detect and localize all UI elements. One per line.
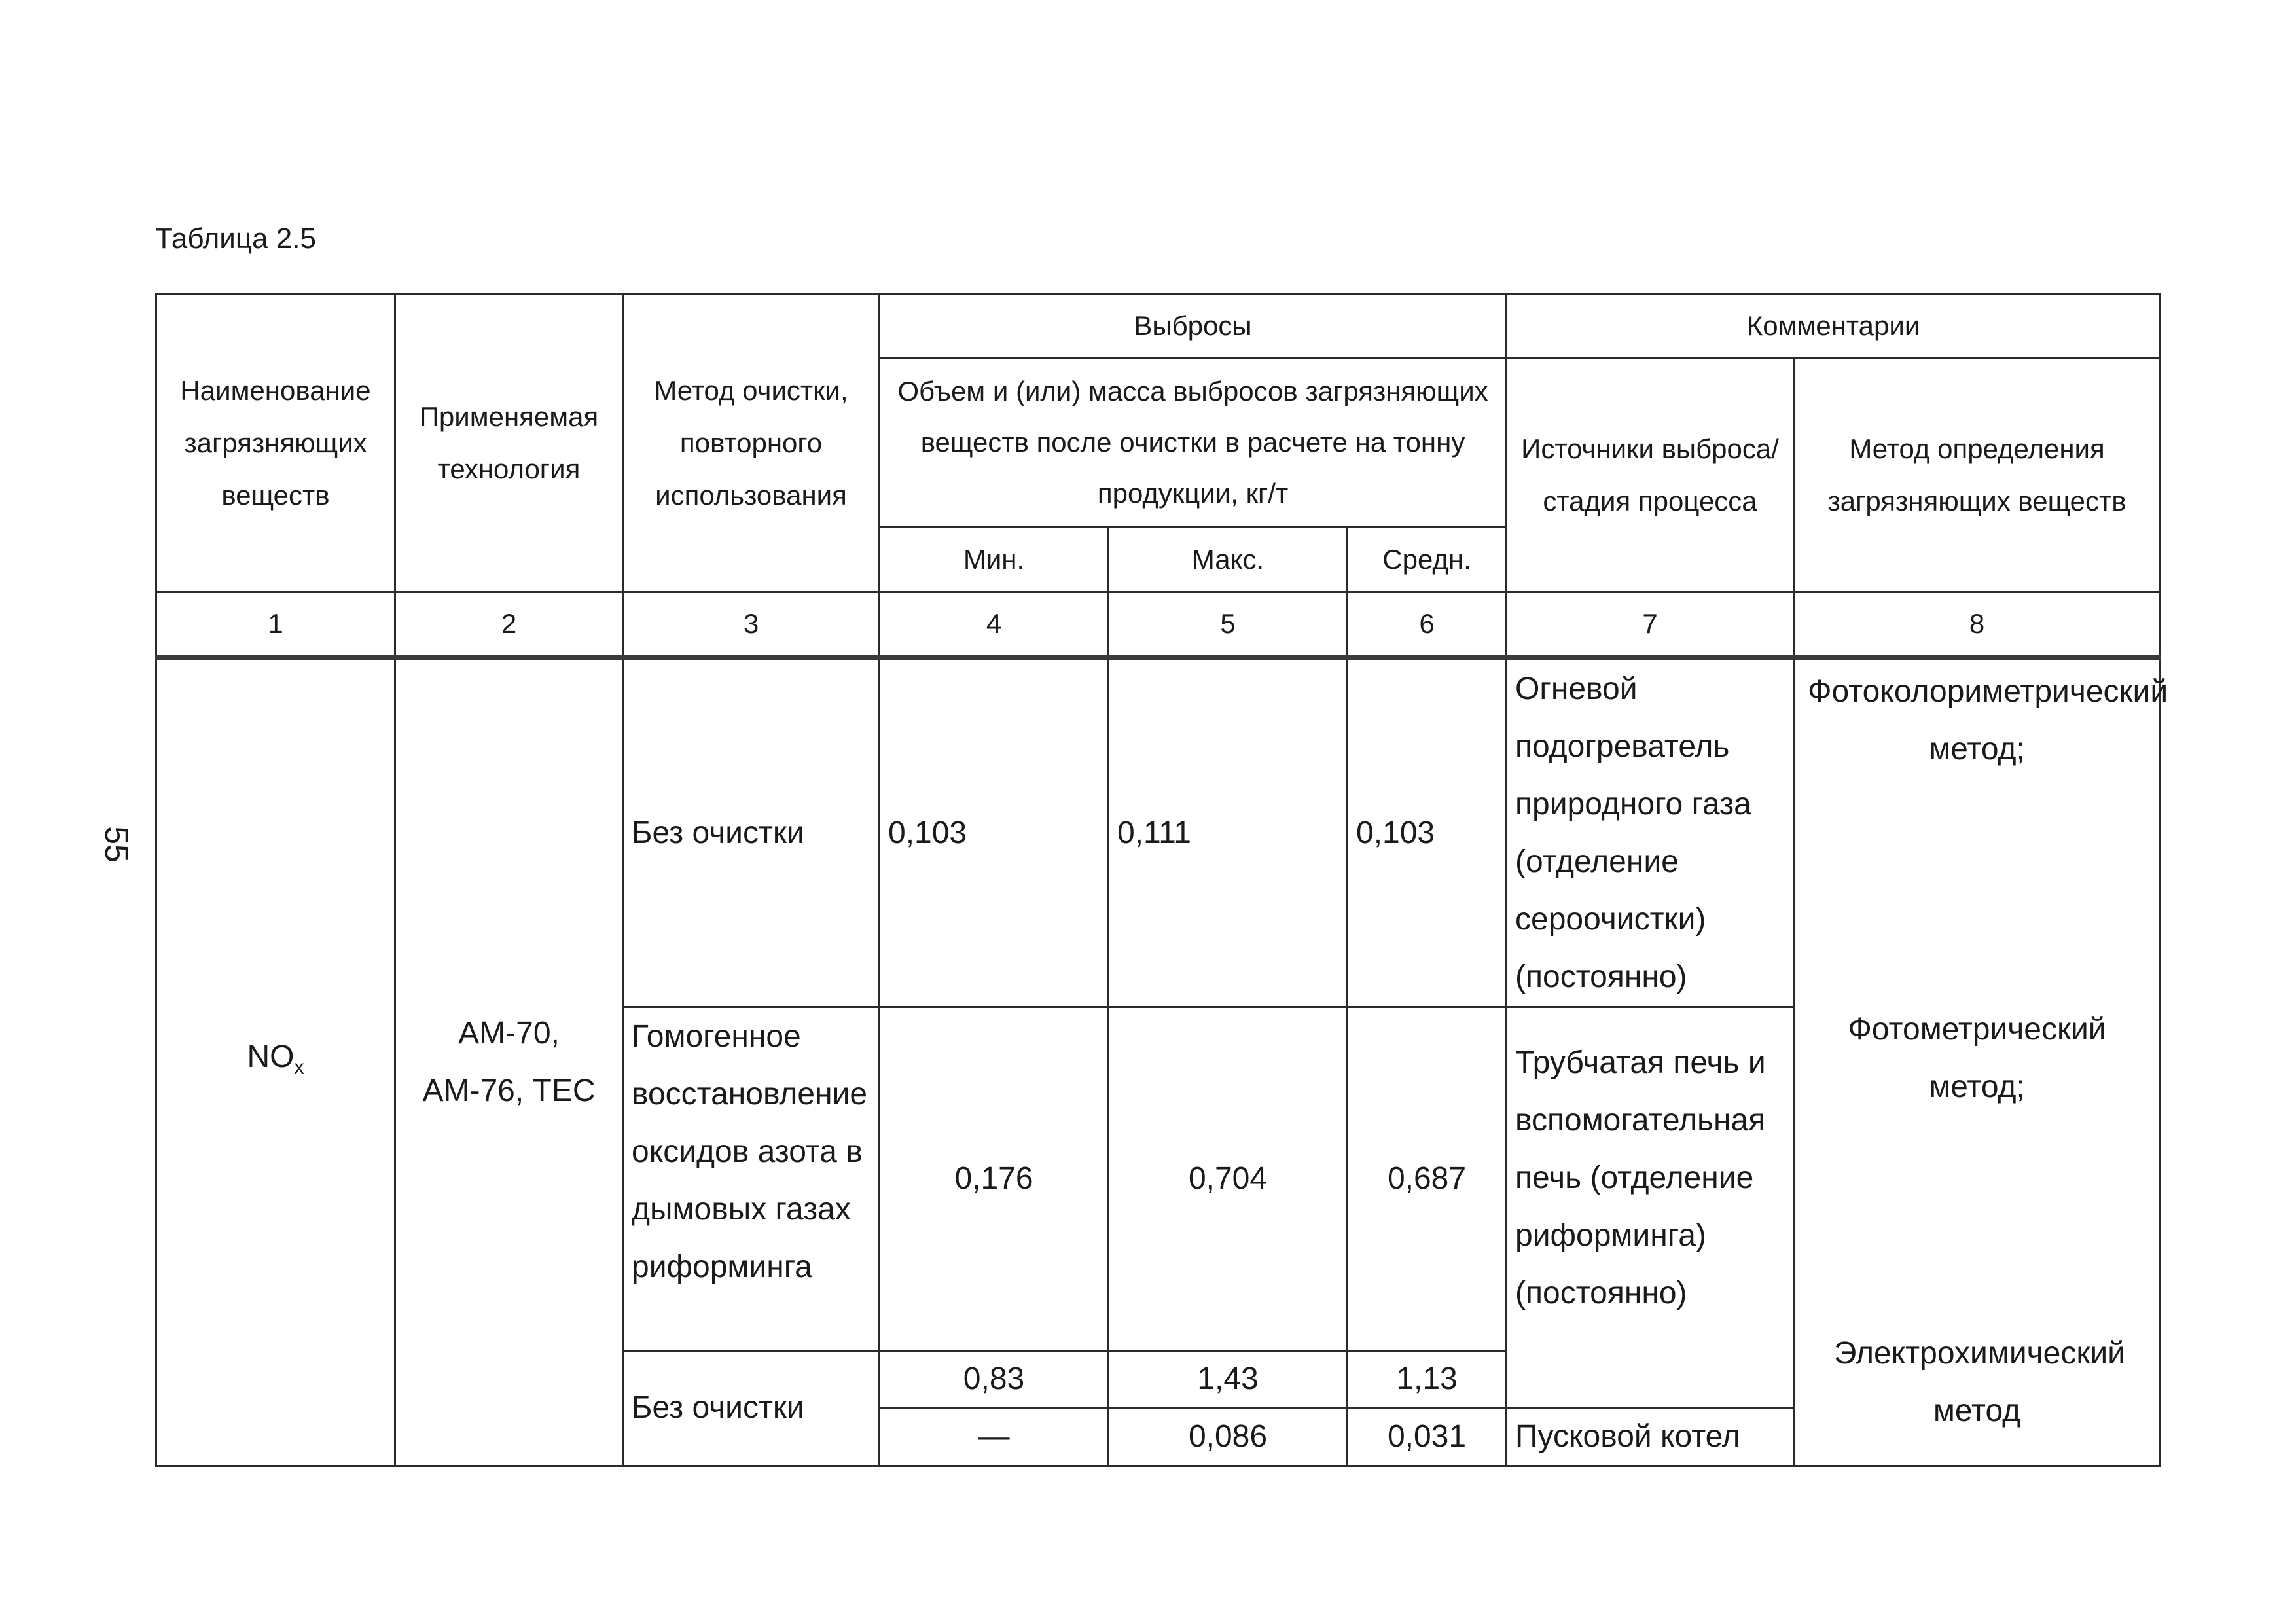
substance-subscript: x: [294, 1056, 304, 1078]
technology-cell: АМ-70, АМ-76, ТЕС: [395, 658, 623, 1466]
substance-cell: [156, 658, 395, 1466]
avg-value: 0,687: [1348, 1007, 1507, 1350]
header-avg: Средн.: [1348, 527, 1507, 592]
max-value: 0,111: [1109, 658, 1348, 1007]
column-number: 4: [880, 592, 1109, 658]
table-caption: Таблица 2.5: [155, 223, 316, 255]
column-number: 1: [156, 592, 395, 658]
method-electrochemical: Электрохимический метод: [1834, 1335, 2125, 1428]
header-comments: Комментарии: [1507, 294, 2161, 358]
header-treatment: Метод очистки, повторного использования: [623, 294, 880, 592]
emissions-table: [155, 293, 2168, 1467]
treatment-cell: Гомогенное восстановление оксидов азота в дымовых газах риформинга: [623, 1007, 880, 1350]
header-max: Макс.: [1109, 527, 1348, 592]
header-method: Метод определения загрязняющих веществ: [1794, 358, 2161, 592]
max-value: 0,704: [1109, 1007, 1348, 1350]
page-number: 55: [98, 826, 135, 863]
avg-value: 0,031: [1348, 1408, 1507, 1466]
max-value: 0,086: [1109, 1408, 1348, 1466]
method-photocolorimetric: Фотоколориметрический метод;: [1808, 674, 2168, 767]
avg-value: 0,103: [1348, 658, 1507, 1007]
column-number: 2: [395, 592, 623, 658]
avg-value: 1,13: [1348, 1350, 1507, 1408]
source-cell: Трубчатая печь и вспомогательная печь (отделение риформинга) (постоянно): [1507, 1007, 1794, 1408]
column-number: 8: [1794, 592, 2161, 658]
column-number: 3: [623, 592, 880, 658]
header-min: Мин.: [880, 527, 1109, 592]
min-value: 0,176: [880, 1007, 1109, 1350]
max-value: 1,43: [1109, 1350, 1348, 1408]
column-number: 7: [1507, 592, 1794, 658]
source-cell: Огневой подогреватель природного газа (отделение сероочистки) (постоянно): [1507, 658, 1794, 1007]
substance-name: NO: [247, 1039, 295, 1074]
method-cell: [1794, 658, 2168, 1466]
header-sources: Источники выброса/стадия процесса: [1507, 358, 1794, 592]
min-value: 0,103: [880, 658, 1109, 1007]
column-number: 6: [1348, 592, 1507, 658]
source-cell: Пусковой котел: [1507, 1408, 1794, 1466]
method-photometric: Фотометрический метод;: [1848, 1011, 2106, 1104]
treatment-cell: Без очистки: [623, 1350, 880, 1466]
column-number: 5: [1109, 592, 1348, 658]
header-emissions: Выбросы: [880, 294, 1507, 358]
header-volume: Объем и (или) масса выбросов загрязняющих веществ после очистки в расчете на тонну продукции, кг/т: [880, 358, 1507, 527]
header-technology: Применяемая технология: [395, 294, 623, 592]
treatment-cell: Без очистки: [623, 658, 880, 1007]
min-value: 0,83: [880, 1350, 1109, 1408]
min-value: —: [880, 1408, 1109, 1466]
header-substance: Наименование загрязняющих веществ: [156, 294, 395, 592]
